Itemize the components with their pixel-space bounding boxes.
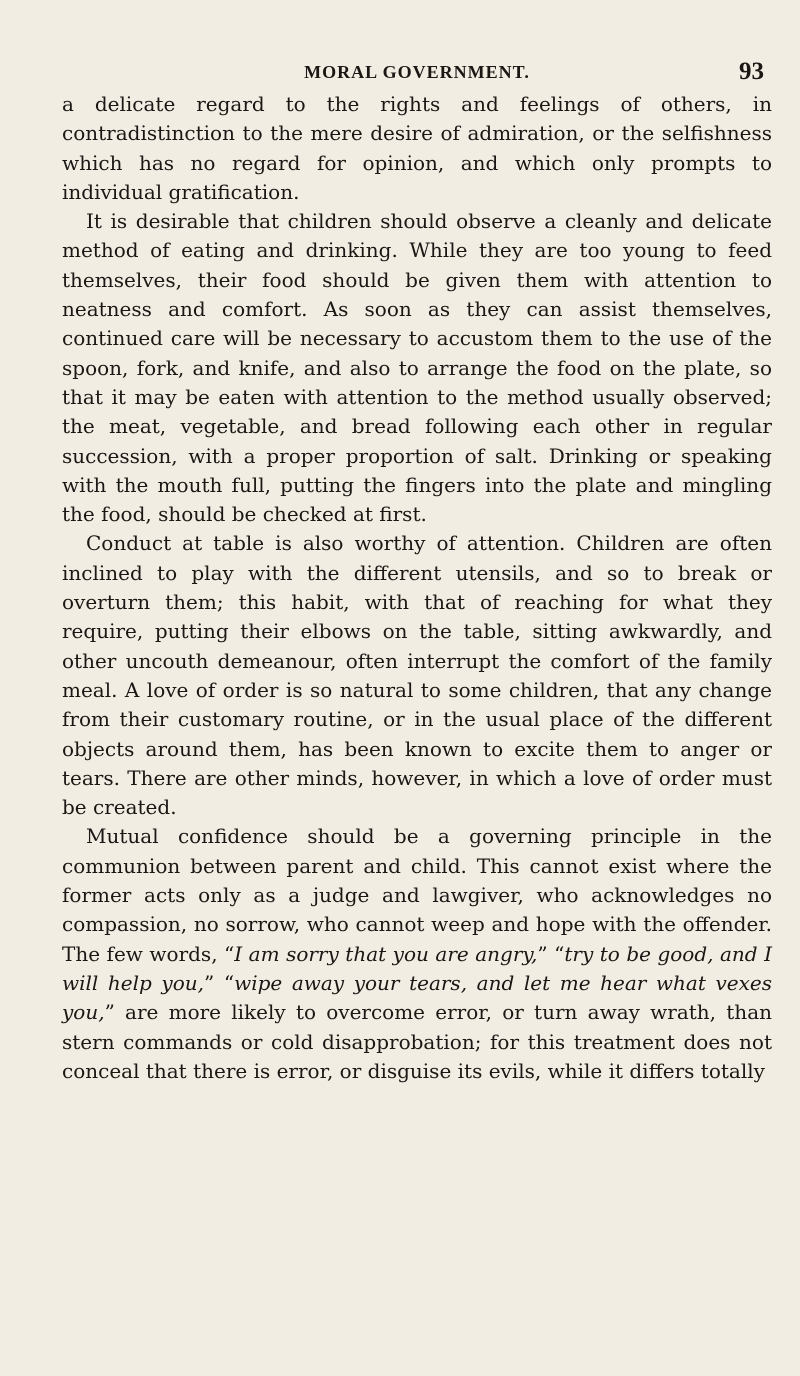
text-run: Mutual confidence should be a governing principle in the communion between parent and child. This cannot exist where the former acts only as a judge and lawgiver, who acknowledges no compassion, no sorrow, who cannot weep and hope with the offender. The few words, “ — [62, 824, 772, 966]
paragraph-eating-manners: It is desirable that children should observe a cleanly and delicate method of eating and drinking. While they are too young to feed themselves, their food should be given them with attention to neatness and comfort. As soon as they can assist themselves, continued care will be necessary to accustom them to the use of the spoon, fork, and knife, and also to arrange the food on the plate, so that it may be eaten with attention to the method usually observed; the meat, vegetable, and bread following each other in regular succession, with a proper proportion of salt. Drinking or speaking with the mouth full, putting the fingers into the plate and mingling the food, should be checked at first. — [62, 209, 772, 527]
italic-quote: try to be good, and I will help you, — [62, 941, 773, 995]
page-header — [62, 58, 772, 84]
running-title: MORAL GOVERNMENT. — [304, 62, 530, 82]
italic-quote: wipe away your tears, and let me hear what vexes you, — [62, 970, 773, 1025]
paragraph-table-conduct: Conduct at table is also worthy of attention. Children are often inclined to play with the different utensils, and so to break or overturn them; this habit, with that of reaching for what they require, putting their elbows on the table, sitting awkwardly, and other uncouth demeanour, often interrupt the comfort of the family meal. A love of order is so natural to some children, that any change from their customary routine, or in the usual place of the different objects around them, has been known to excite them to anger or tears. There are other minds, however, in which a love of order must be created. — [62, 531, 772, 820]
italic-quote: I am sorry that you are angry, — [234, 941, 538, 966]
text-run: ” are more likely to overcome error, or turn away wrath, than stern commands or cold disapprobation; for this treatment does not conceal that there is error, or disguise its evils, while it differs totally — [62, 1000, 772, 1083]
page-number: 93 — [739, 58, 764, 85]
paragraph-continued: a delicate regard to the rights and feelings of others, in contradistinction to the mere desire of admiration, or the selfishness which has no regard for opinion, and which only prompts to individual gratification. — [62, 92, 772, 204]
text-run: ” “ — [204, 970, 235, 995]
text-run: ” “ — [537, 941, 565, 966]
body-text — [62, 90, 772, 1086]
paragraph-mutual-confidence — [62, 822, 772, 1086]
